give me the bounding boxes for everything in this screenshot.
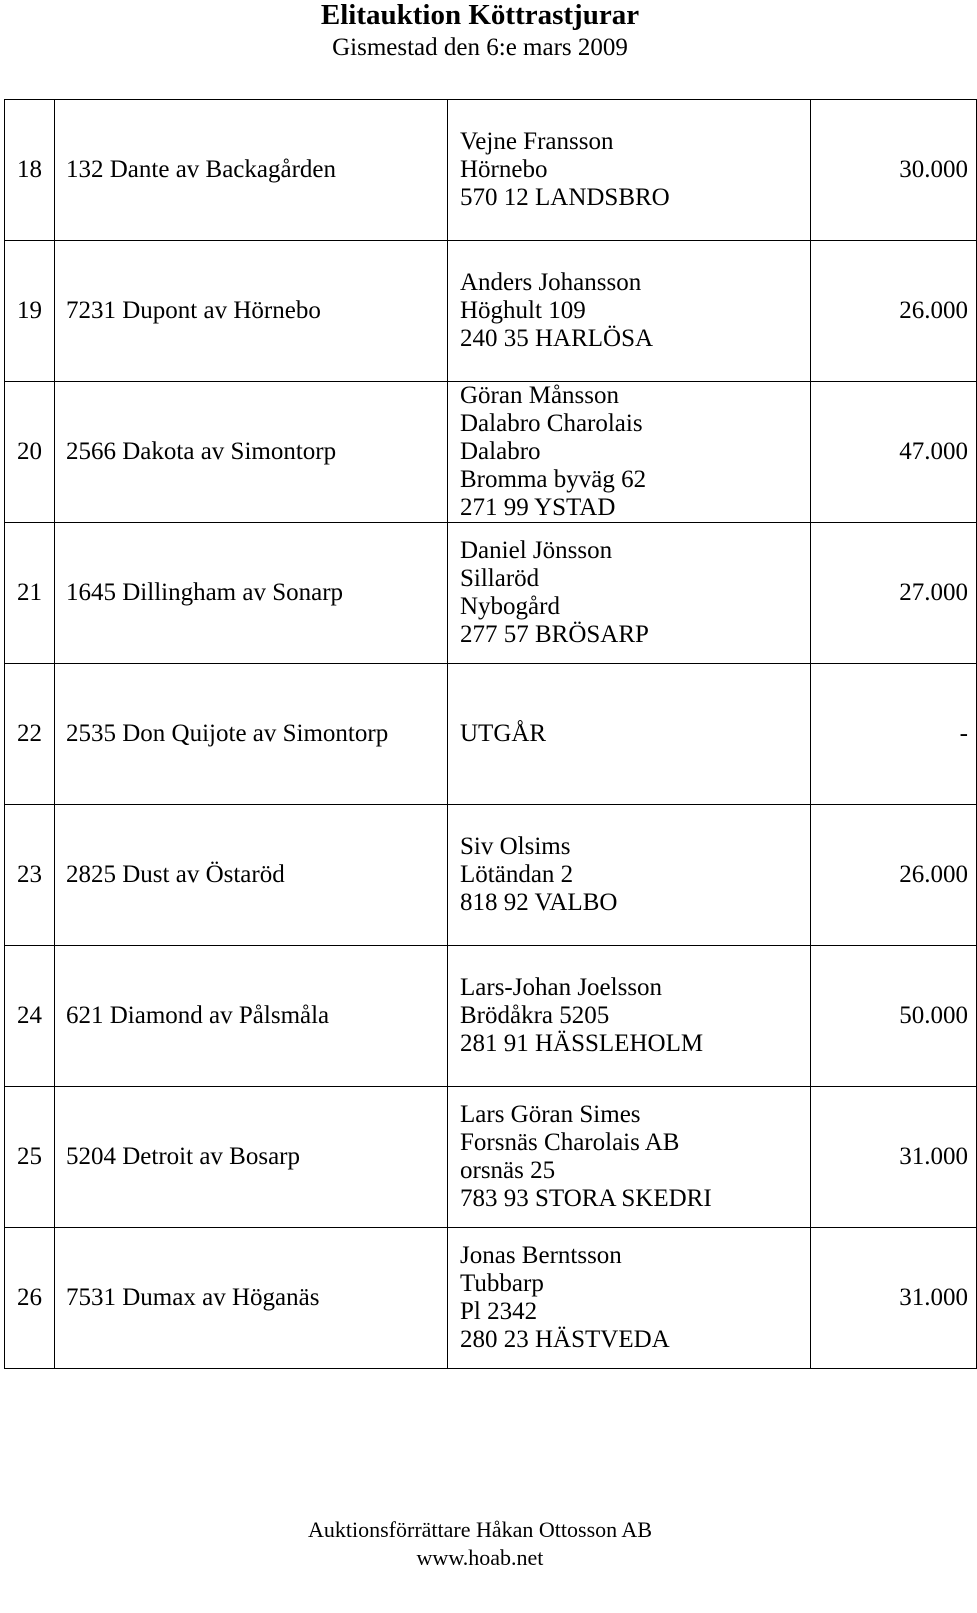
- footer-company: Auktionsförrättare Håkan Ottosson AB: [308, 1517, 652, 1542]
- buyer-address-line: 277 57 BRÖSARP: [460, 621, 649, 648]
- lot-number: 18: [5, 100, 55, 241]
- bull-name: 2535 Don Quijote av Simontorp: [55, 664, 448, 805]
- buyer-address-line: 281 91 HÄSSLEHOLM: [460, 1030, 704, 1057]
- buyer-address-line: Lötändan 2: [460, 861, 574, 888]
- buyer-address: [448, 805, 811, 946]
- lots-table-body: [5, 100, 977, 1369]
- buyer-address-line: Höghult 109: [460, 297, 586, 324]
- bull-name: 5204 Detroit av Bosarp: [55, 1087, 448, 1228]
- bull-name: 1645 Dillingham av Sonarp: [55, 523, 448, 664]
- buyer-address-line: 280 23 HÄSTVEDA: [460, 1326, 670, 1353]
- buyer-address-line: Nybogård: [460, 593, 560, 620]
- table-row: [5, 382, 977, 523]
- price: 27.000: [811, 523, 977, 664]
- table-row: [5, 805, 977, 946]
- lot-number: 23: [5, 805, 55, 946]
- price: 31.000: [811, 1228, 977, 1369]
- buyer-address: [448, 382, 811, 523]
- buyer-address-line: Lars-Johan Joelsson: [460, 974, 663, 1001]
- footer-website: www.hoab.net: [416, 1545, 544, 1570]
- lot-number: 20: [5, 382, 55, 523]
- buyer-address-line: Anders Johansson: [460, 269, 642, 296]
- price: 30.000: [811, 100, 977, 241]
- page-title: Elitauktion Köttrastjurar: [320, 0, 640, 31]
- buyer-address-line: Dalabro Charolais: [460, 410, 643, 437]
- buyer-address: [448, 1228, 811, 1369]
- buyer-address: [448, 241, 811, 382]
- bull-name: 2566 Dakota av Simontorp: [55, 382, 448, 523]
- buyer-address: [448, 100, 811, 241]
- price: 50.000: [811, 946, 977, 1087]
- table-row: [5, 523, 977, 664]
- lot-number: 21: [5, 523, 55, 664]
- buyer-address: [448, 1087, 811, 1228]
- bull-name: 621 Diamond av Pålsmåla: [55, 946, 448, 1087]
- buyer-address-line: Tubbarp: [460, 1270, 544, 1297]
- price: -: [811, 664, 977, 805]
- buyer-address-line: 271 99 YSTAD: [460, 494, 616, 521]
- bull-name: 7231 Dupont av Hörnebo: [55, 241, 448, 382]
- buyer-address-line: orsnäs 25: [460, 1157, 556, 1184]
- table-row: [5, 1228, 977, 1369]
- lot-number: 26: [5, 1228, 55, 1369]
- buyer-address-line: 818 92 VALBO: [460, 889, 618, 916]
- lots-table: [4, 99, 977, 1369]
- buyer-address-line: 240 35 HARLÖSA: [460, 325, 654, 352]
- buyer-address-line: 570 12 LANDSBRO: [460, 184, 670, 211]
- buyer-address-line: Hörnebo: [460, 156, 548, 183]
- buyer-address-line: Sillaröd: [460, 565, 540, 592]
- table-row: [5, 946, 977, 1087]
- buyer-address-line: Jonas Berntsson: [460, 1242, 622, 1269]
- lot-number: 19: [5, 241, 55, 382]
- buyer-address-line: Bromma byväg 62: [460, 466, 647, 493]
- price: 31.000: [811, 1087, 977, 1228]
- buyer-address-line: Daniel Jönsson: [460, 537, 613, 564]
- auction-date: Gismestad den 6:e mars 2009: [332, 34, 628, 61]
- bull-name: 7531 Dumax av Höganäs: [55, 1228, 448, 1369]
- price: 26.000: [811, 241, 977, 382]
- buyer-address-line: 783 93 STORA SKEDRI: [460, 1185, 712, 1212]
- buyer-address: [448, 664, 811, 805]
- buyer-address-line: Forsnäs Charolais AB: [460, 1129, 680, 1156]
- table-row: [5, 241, 977, 382]
- buyer-address: [448, 946, 811, 1087]
- price: 47.000: [811, 382, 977, 523]
- lot-number: 24: [5, 946, 55, 1087]
- buyer-address-line: Vejne Fransson: [460, 128, 614, 155]
- buyer-address-line: Göran Månsson: [460, 382, 620, 409]
- buyer-address-line: Pl 2342: [460, 1298, 538, 1325]
- table-row: [5, 100, 977, 241]
- buyer-address-line: UTGÅR: [460, 720, 547, 747]
- bull-name: 132 Dante av Backagården: [55, 100, 448, 241]
- table-row: [5, 1087, 977, 1228]
- buyer-address-line: Siv Olsims: [460, 833, 571, 860]
- lot-number: 25: [5, 1087, 55, 1228]
- buyer-address-line: Lars Göran Simes: [460, 1101, 641, 1128]
- buyer-address: [448, 523, 811, 664]
- lot-number: 22: [5, 664, 55, 805]
- price: 26.000: [811, 805, 977, 946]
- buyer-address-line: Dalabro: [460, 438, 541, 465]
- buyer-address-line: Brödåkra 5205: [460, 1002, 610, 1029]
- bull-name: 2825 Dust av Östaröd: [55, 805, 448, 946]
- table-row: [5, 664, 977, 805]
